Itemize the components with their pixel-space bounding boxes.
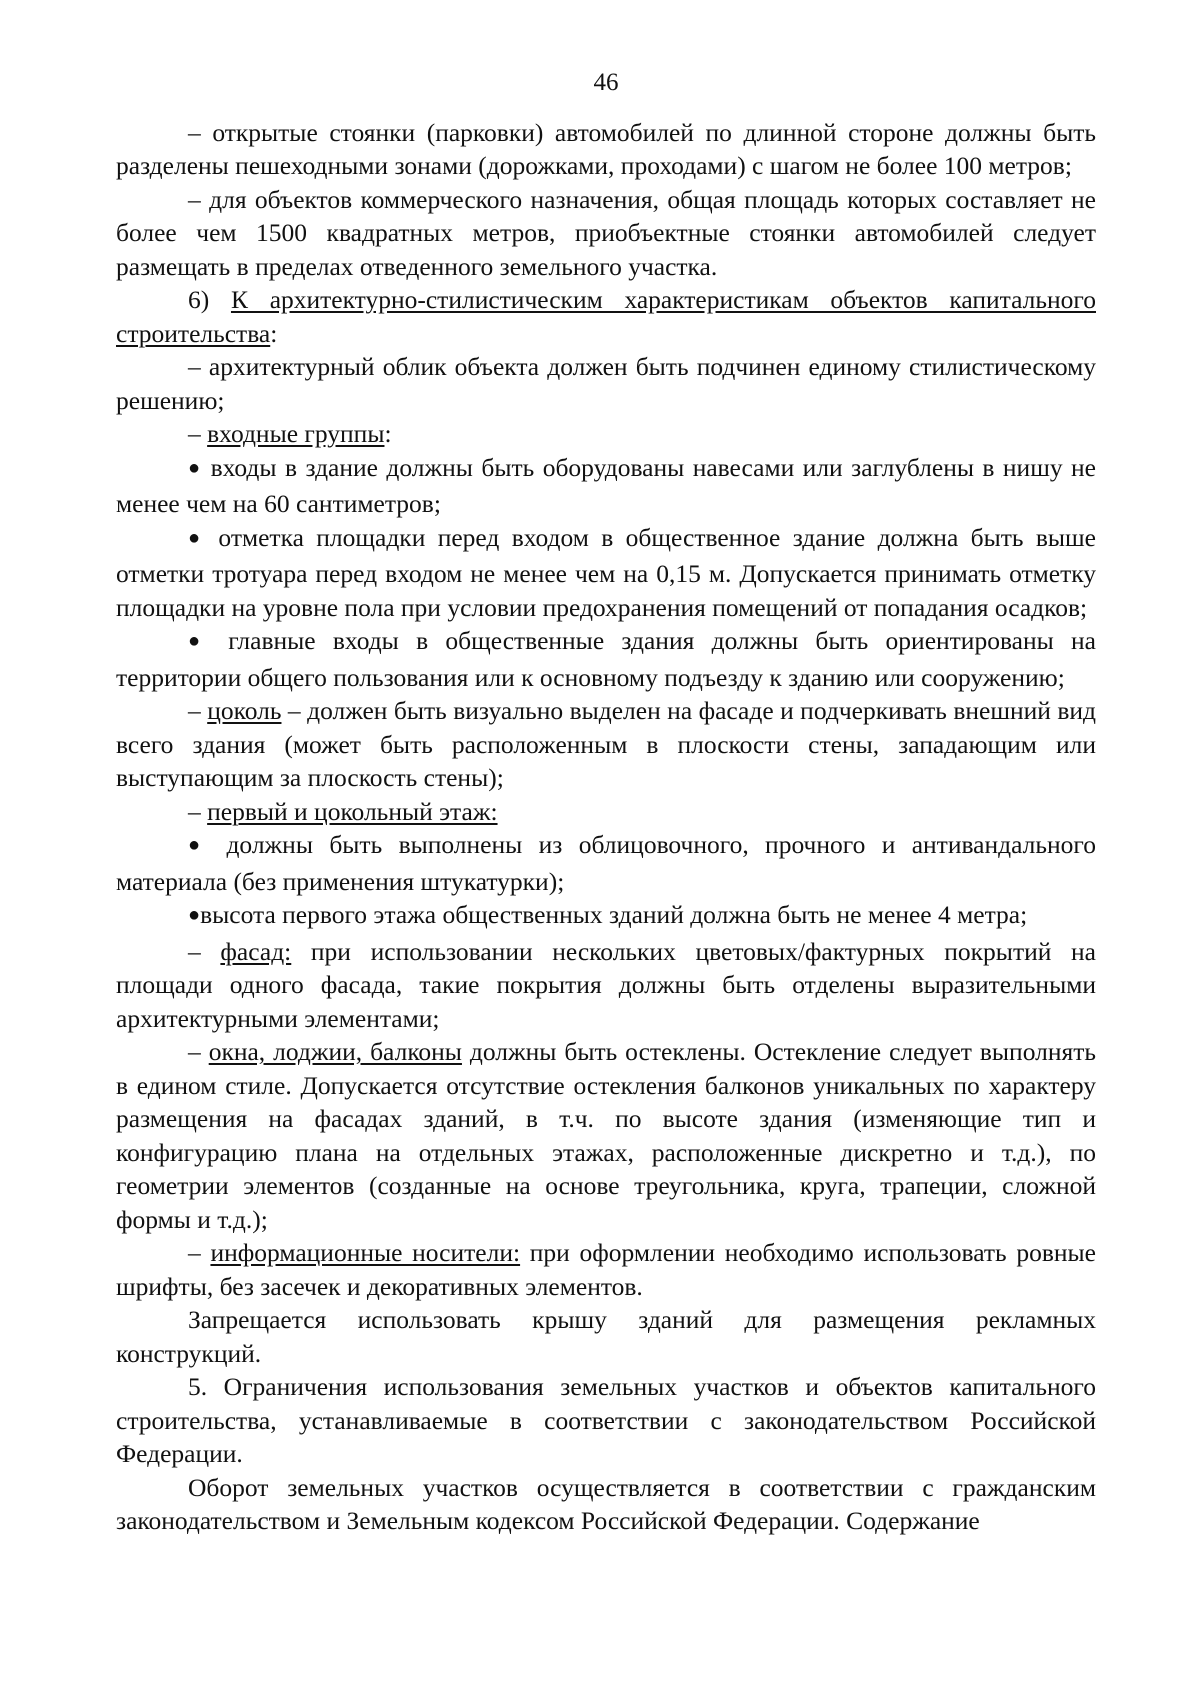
paragraph-plinth [116, 694, 1096, 795]
paragraph-first-floor [116, 795, 1096, 829]
bullet-icon: ● [188, 456, 203, 479]
bullet-item-cladding [116, 828, 1096, 898]
underlined-term: цоколь [207, 696, 282, 725]
bullet-icon: ● [188, 630, 211, 652]
paragraph-commercial-parking: – для объектов коммерческого назначения, общая площадь которых составляет не более чем 1500 квадратных метров, приобъектные стоянки автомобилей следует размещать в пределах отведенного земельного участка. [116, 184, 1096, 281]
underlined-term: информационные носители: [210, 1238, 521, 1267]
bullet-item-main-entrances [116, 624, 1096, 694]
paragraph-roof-advertising: Запрещается использовать крышу зданий для размещения рекламных конструкций. [116, 1305, 1096, 1368]
bullet-text: входы в здание должны быть оборудованы навесами или заглублены в нишу не менее чем на 60 сантиметров; [116, 452, 1096, 518]
underlined-term: первый и цокольный этаж: [207, 796, 498, 826]
bullet-text: должны быть выполнены из облицовочного, прочного и антивандального материала (без применения штукатурки); [116, 830, 1096, 896]
bullet-item-floor-height [116, 898, 1096, 935]
heading-colon: : [270, 318, 278, 348]
paragraph-windows [116, 1035, 1096, 1236]
term-description: – должен быть визуально выделен на фасаде и подчеркивать внешний вид всего здания (может быть расположенным в плоскости стены, западающим или выступающим за плоскость стены); [116, 696, 1097, 792]
underlined-term: входные группы [207, 419, 385, 448]
paragraph-info-carriers [116, 1236, 1096, 1303]
dash: – [188, 419, 208, 448]
bullet-icon: ● [188, 904, 201, 926]
underlined-term: окна, лоджии, балконы [208, 1037, 462, 1066]
paragraph-appearance: – архитектурный облик объекта должен быть подчинен единому стилистическому решению; [116, 352, 1096, 415]
paragraph-entrance-groups [116, 417, 1096, 451]
term-colon: : [384, 419, 392, 448]
underlined-heading: К архитектурно-стилистическим характеристикам объектов капитального строительства [116, 285, 1096, 348]
paragraph-facade [116, 935, 1096, 1036]
page-number: 46 [593, 69, 619, 96]
bullet-text: высота первого этажа общественных зданий должна быть не менее 4 метра; [200, 900, 1028, 929]
bullet-icon: ● [188, 834, 211, 856]
dash: – [188, 696, 208, 725]
bullet-icon: ● [188, 526, 207, 549]
paragraph-land-turnover: Оборот земельных участков осуществляется в соответствии с гражданским законодательством и Земельным кодексом Российской Федерации. Содержание [116, 1472, 1096, 1535]
bullet-item-platform-level [116, 521, 1096, 625]
item-number: 6) [188, 285, 231, 314]
dash: – [188, 1037, 209, 1066]
dash: – [188, 796, 208, 826]
term-description: при использовании нескольких цветовых/фактурных покрытий на площади одного фасада, такие покрытия должны быть отделены выразительными архитектурными элементами; [116, 936, 1096, 1033]
paragraph-section-5: 5. Ограничения использования земельных участков и объектов капитального строительства, устанавливаемые в соответствии с законодательством Российской Федерации. [116, 1372, 1096, 1468]
paragraph-open-parking: – открытые стоянки (парковки) автомобилей по длинной стороне должны быть разделены пешеходными зонами (дорожками, проходами) с шагом не более 100 метров; [116, 117, 1096, 180]
document-page [116, 66, 1096, 1538]
bullet-text: главные входы в общественные здания должны быть ориентированы на территории общего пользования или к основному подъезду к зданию или сооружению; [116, 626, 1096, 692]
bullet-item-canopies [116, 451, 1096, 521]
bullet-text: отметка площадки перед входом в общественное здание должна быть выше отметки тротуара перед входом не менее чем на 0,15 м. Допускается принимать отметку площадки на уровне пола при условии предохранения помещений от попадания осадков; [116, 522, 1096, 622]
term-description: должны быть остеклены. Остекление следует выполнять в едином стиле. Допускается отсутствие остекления балконов уникальных по характеру размещения на фасадах зданий, в т.ч. по высоте здания (изменяющие тип и конфигурацию плана на отдельных этажах, расположенные дискретно и т.д.), по геометрии элементов (созданные на основе треугольника, круга, трапеции, сложной формы и т.д.); [116, 1037, 1096, 1234]
underlined-term: фасад: [220, 936, 292, 966]
term-description: при оформлении необходимо использовать ровные шрифты, без засечек и декоративных элементов. [116, 1238, 1096, 1301]
paragraph-architectural-heading [116, 283, 1096, 350]
dash: – [188, 936, 221, 966]
dash: – [188, 1238, 211, 1267]
